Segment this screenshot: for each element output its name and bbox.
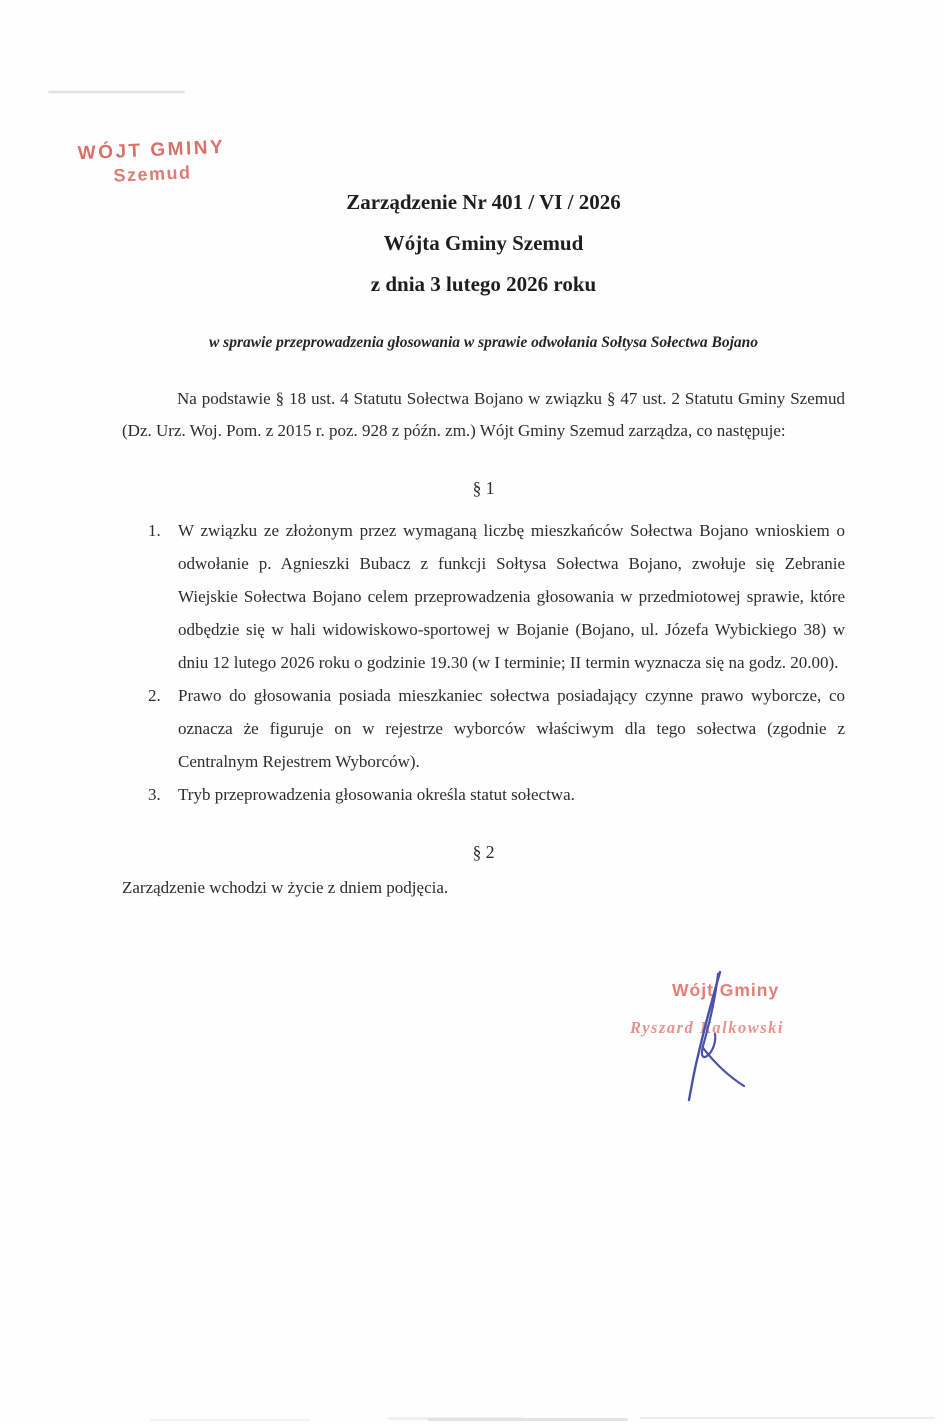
document-body — [122, 0, 845, 904]
list-item-number: 2. — [148, 686, 161, 705]
scan-artifact-bottom — [428, 1418, 628, 1421]
list-item — [122, 679, 845, 778]
list-item-text: Tryb przeprowadzenia głosowania określa statut sołectwa. — [178, 785, 575, 804]
list-item-number: 1. — [148, 521, 161, 540]
signature-ink — [670, 968, 810, 1108]
title-line-number: Zarządzenie Nr 401 / VI / 2026 — [346, 190, 621, 214]
scan-artifact-bottom — [640, 1417, 935, 1419]
section-2-heading: § 2 — [472, 842, 495, 862]
title-line-date: z dnia 3 lutego 2026 roku — [370, 272, 597, 296]
office-stamp-line-2: Szemud — [113, 162, 192, 186]
closing-paragraph: Zarządzenie wchodzi w życie z dniem podjęcia. — [122, 878, 449, 897]
section-1-heading: § 1 — [472, 478, 495, 498]
list-item-number: 3. — [148, 785, 161, 804]
scan-artifact-bottom — [388, 1417, 523, 1420]
office-stamp-line-1: WÓJT GMINY — [77, 136, 226, 165]
document-title — [122, 182, 845, 305]
signature-stamp-name: Ryszard Kalkowski — [630, 1018, 785, 1037]
signature-block — [630, 980, 840, 1038]
list-item — [122, 778, 845, 811]
signature-stamp-title: Wójt Gminy — [672, 980, 780, 1000]
scan-artifact-bottom — [150, 1419, 310, 1421]
title-line-issuer: Wójta Gminy Szemud — [383, 231, 584, 255]
preamble-paragraph: Na podstawie § 18 ust. 4 Statutu Sołectwa Bojano w związku § 47 ust. 2 Statutu Gminy Szemud (Dz. Urz. Woj. Pom. z 2015 r. poz. 928 z późn. zm.) Wójt Gminy Szemud zarządza, co następuje: — [122, 389, 845, 440]
document-subject: w sprawie przeprowadzenia głosowania w sprawie odwołania Sołtysa Sołectwa Bojano — [208, 334, 759, 351]
list-item-text: Prawo do głosowania posiada mieszkaniec sołectwa posiadający czynne prawo wyborcze, co oznacza że figuruje on w rejestrze wyborców właściwym dla tego sołectwa (zgodnie z Centralnym Rejestrem Wyborców). — [178, 686, 845, 771]
list-item-text: W związku ze złożonym przez wymaganą liczbę mieszkańców Sołectwa Bojano wnioskiem o odwołanie p. Agnieszki Bubacz z funkcji Sołtysa Sołectwa Bojano, zwołuje się Zebranie Wiejskie Sołectwa Bojano celem przeprowadzenia głosowania w przedmiotowej sprawie, które odbędzie się w hali widowiskowo-sportowej w Bojanie (Bojano, ul. Józefa Wybickiego 38) w dniu 12 lutego 2026 roku o godzinie 19.30 (w I terminie; II termin wyznacza się na godz. 20.00). — [178, 521, 845, 672]
list-item — [122, 514, 845, 679]
section-1-list — [122, 514, 845, 811]
